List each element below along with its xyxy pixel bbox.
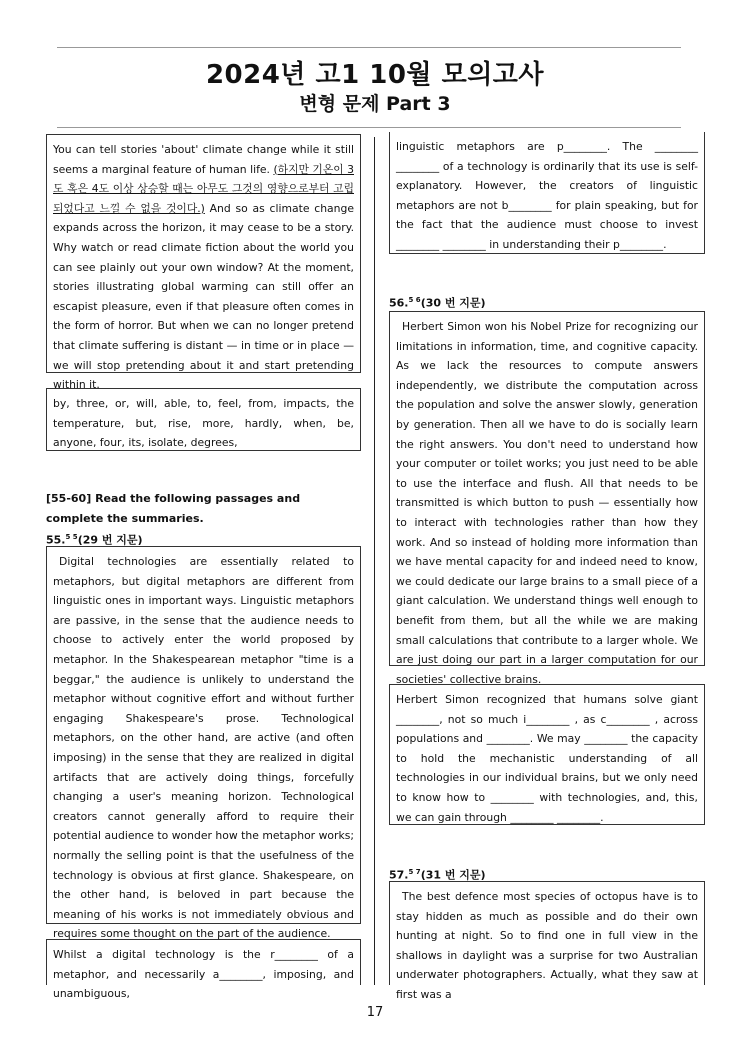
page-title: 2024년 고1 10월 모의고사 [205,60,545,90]
passage-55-text: Digital technologies are essentially related to metaphors, but digital metaphors are different from linguistic ones in important ways. Linguistic metaphors are passive, in the sense that the audience needs to choose to actively enter the world proposed by metaphor. In the Shakespearean metaphor "time is a beggar," the audience is unlikely to understand the metaphor without cognitive effort and without further engaging Shakespeare's prose. Technological metaphors, on the other hand, are active (and often imposing) in the sense that they are realized in digital artifacts that are actively doing things, forcefully changing a user's meaning horizon. Technological creators cannot generally afford to require their potential audience to wonder how the metaphor works; normally the selling point is that the usefulness of the technology is obvious at first glance. Shakespeare, on the other hand, is beloved in part because the meaning of his works is not immediately obvious and requires some thought on the part of the audience. [53,555,354,941]
passage-climate-text [53,140,354,395]
passage-box-55 [46,546,361,941]
passage-box-57 [389,881,705,1001]
q56-number: 56. [389,296,409,310]
passage-box-56 [389,311,705,686]
question-56-label [389,291,486,313]
summary-box-55-start [46,939,361,1001]
passage-climate-part2: And so as climate change expands across the horizon, it may cease to be a story. Why watch or read climate fiction about the world you can see plainly out your own window? At the moment, stories illustrating global warming can still offer an escapist pleasure, even if that pleasure often comes in the form of horror. But when we can no longer pretend that climate suffering is distant — in time or in place — we will stop pretending about it and start pretending within it. [53,201,354,392]
section-instruction: [55-60] Read the following passages and complete the summaries. [46,492,301,525]
summary-box-56 [389,684,705,825]
q57-sup: 5 7 [408,868,421,876]
header-top-rule [57,47,681,48]
passage-56-text: Herbert Simon won his Nobel Prize for recognizing our limitations in information, time, and cognitive capacity. As we lack the resources to compute answers independently, we distribute the computation across the population and solve the answer slowly, generation by generation. Then all we have to do is socially learn the right answers. You don't need to understand how your computer or toilet works; you just need to be able to use the interface and flush. All that needs to be transmitted is which button to push — essentially how to interact with technologies rather than how they work. And so instead of holding more information than we have mental capacity for and indeed need to know, we could dedicate our large brains to a small piece of a giant calculation. We understand things well enough to benefit from them, but all the while we are making small calculations that contribute to a larger whole. We are just doing our part in a larger computation for our societies' collective brains. [396,320,698,686]
page-number: 17 [366,1005,384,1020]
q55-number: 55. [46,533,66,547]
column-divider [374,137,375,985]
summary-56-text: Herbert Simon recognized that humans solve giant ________, not so much i________ , as c________ , across populations and ________. We may ________ the capacity to hold the mechanistic understanding of all technologies in our individual brains, but we only need to know how to ________ with technologies, and, this, we can gain through ________ ________. [396,693,698,824]
summary-box-55-end [389,132,705,254]
q56-source: (30 번 지문) [420,296,486,310]
word-bank-text: by, three, or, will, able, to, feel, from, impacts, the temperature, but, rise, more, hardly, when, be, anyone, four, its, isolate, degrees, [53,397,354,450]
word-bank-box [46,388,361,451]
page-subtitle: 변형 문제 Part 3 [299,93,451,115]
passage-57-text: The best defence most species of octopus have is to stay hidden as much as possible and do their own hunting at night. So to find one in full view in the shallows in daylight was a surprise for two Australian underwater photographers. Actually, what they saw at first was a [396,890,698,1001]
q56-sup: 5 6 [408,296,421,304]
q57-source: (31 번 지문) [420,868,486,882]
summary-55-end-text: linguistic metaphors are p________. The ________ ________ of a technology is ordinarily that its use is self-explanatory. However, the creators of linguistic metaphors are not b________ for plain speaking, but for the fact that the audience must choose to invest ________ ________ in understanding their p________. [396,140,698,251]
q57-number: 57. [389,868,409,882]
passage-box-climate [46,134,361,392]
summary-55-start-text: Whilst a digital technology is the r________ of a metaphor, and necessarily a________, imposing, and unambiguous, [53,948,354,1001]
passage-climate-part1: You can tell stories 'about' climate change while it still seems a marginal feature of human life. [53,143,354,176]
q55-source: (29 번 지문) [77,533,143,547]
q55-sup: 5 5 [65,533,78,541]
header-bottom-rule [57,127,681,128]
korean-translation-prompt: (하지만 기온이 3도 혹은 4도 이상 상승할 때는 아무도 그것의 영향으로부터 고립되었다고 느낄 수 없을 것이다.) [53,162,354,215]
